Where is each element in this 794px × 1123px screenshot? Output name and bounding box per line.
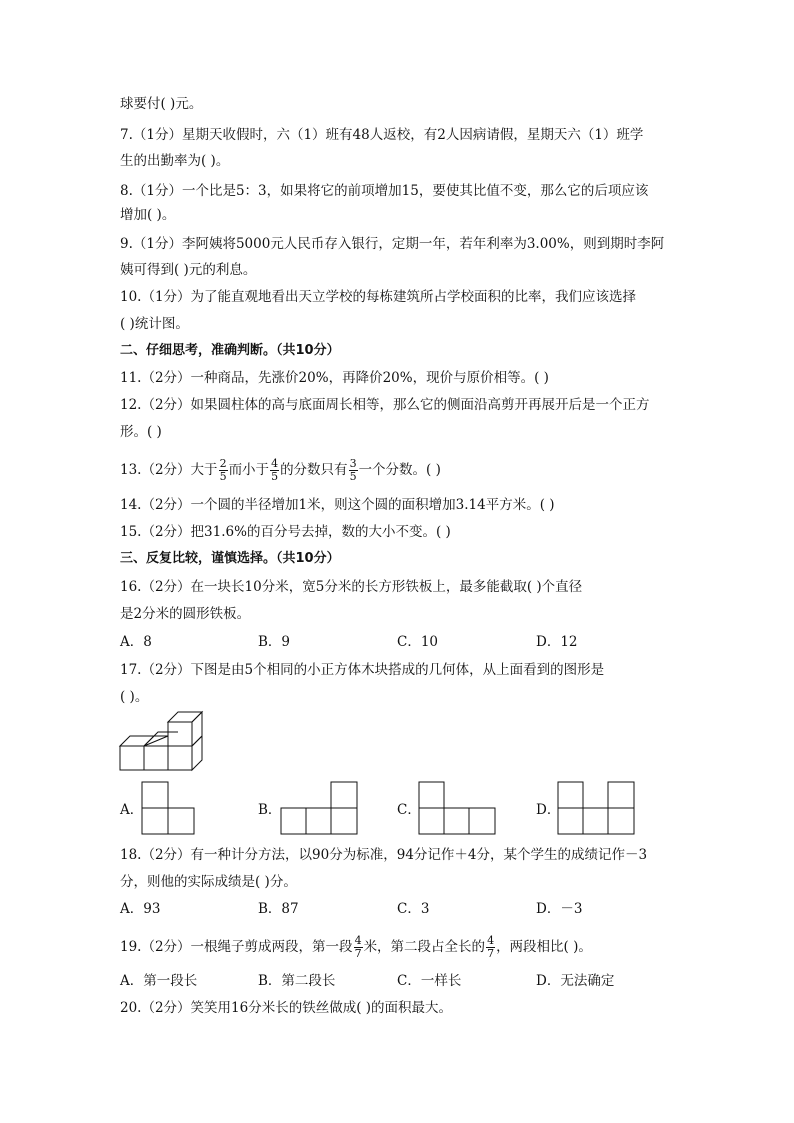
question-18-line-1: 18.（2分）有一种计分方法，以90分为标准，94分记作＋4分，某个学生的成绩记作－3	[120, 847, 648, 863]
question-10-line-2: ( )统计图。	[120, 316, 189, 332]
question-16-line-2: 是2分米的圆形铁板。	[120, 606, 251, 622]
q17-option-b[interactable]: B．	[258, 802, 282, 818]
fraction-2-5: $\frac{2}{5}$	[219, 457, 227, 483]
q13-prefix: 13.（2分）大于	[120, 462, 218, 478]
q17-option-c-figure	[418, 781, 496, 835]
q17-option-b-figure	[280, 781, 358, 835]
question-8-line-2: 增加( )。	[120, 207, 176, 223]
question-14: 14.（2分）一个圆的半径增加1米，则这个圆的面积增加3.14平方米。( )	[120, 497, 555, 513]
question-15: 15.（2分）把31.6%的百分号去掉，数的大小不变。( )	[120, 524, 451, 540]
q13-middle: 而小于	[228, 462, 270, 478]
q16-option-b[interactable]: B．9	[258, 634, 291, 650]
q18-option-b[interactable]: B．87	[258, 901, 299, 917]
question-10-line-1: 10.（1分）为了能直观地看出天立学校的每栋建筑所占学校面积的比率，我们应该选择	[120, 289, 637, 305]
q19-prefix: 19.（2分）一根绳子剪成两段，第一段	[120, 939, 353, 955]
question-17-line-1: 17.（2分）下图是由5个相同的小正方体木块搭成的几何体，从上面看到的图形是	[120, 662, 605, 678]
question-9-line-1: 9.（1分）李阿姨将5000元人民币存入银行，定期一年，若年利率为3.00%，则到期时李阿	[120, 236, 665, 252]
q17-option-d[interactable]: D．	[536, 802, 561, 818]
fraction-4-5: $\frac{4}{5}$	[271, 457, 279, 483]
q16-option-a[interactable]: A．8	[120, 634, 152, 650]
question-11: 11.（2分）一种商品，先涨价20%，再降价20%，现价与原价相等。( )	[120, 370, 549, 386]
section-2-heading: 二、仔细思考，准确判断。（共10分）	[120, 343, 340, 358]
q19-suffix: ，两段相比( )。	[496, 939, 592, 955]
question-8-line-1: 8.（1分）一个比是5：3，如果将它的前项增加15，要使其比值不变，那么它的后项应该	[120, 183, 649, 199]
q17-option-d-figure	[557, 781, 635, 835]
question-17-line-2: ( )。	[120, 689, 149, 705]
question-7-line-2: 生的出勤率为( )。	[120, 153, 230, 169]
q19-option-d[interactable]: D．无法确定	[536, 973, 615, 989]
question-13	[120, 458, 441, 483]
q17-option-a[interactable]: A．	[120, 802, 144, 818]
question-9-line-2: 姨可得到( )元的利息。	[120, 262, 257, 278]
fraction-4-7-a: $\frac{4}{7}$	[354, 934, 362, 960]
q18-option-d[interactable]: D．－3	[536, 901, 583, 917]
q16-option-c[interactable]: C．10	[397, 634, 439, 650]
q16-option-d[interactable]: D．12	[536, 634, 578, 650]
question-12-line-2: 形。( )	[120, 424, 162, 440]
q13-suffix: 一个分数。( )	[358, 462, 441, 478]
q18-option-a[interactable]: A．93	[120, 901, 161, 917]
question-12-line-1: 12.（2分）如果圆柱体的高与底面周长相等，那么它的侧面沿高剪开再展开后是一个正方	[120, 397, 650, 413]
q19-option-b[interactable]: B．第二段长	[258, 973, 336, 989]
fraction-3-5: $\frac{3}{5}$	[349, 457, 357, 483]
q18-option-c[interactable]: C．3	[397, 901, 430, 917]
question-19	[120, 935, 592, 960]
section-3-heading: 三、反复比较，谨慎选择。（共10分）	[120, 551, 340, 566]
q19-option-a[interactable]: A．第一段长	[120, 973, 198, 989]
q17-option-a-figure	[141, 781, 195, 835]
question-18-line-2: 分，则他的实际成绩是( )分。	[120, 874, 297, 890]
q19-middle: 米，第二段占全长的	[363, 939, 486, 955]
question-20: 20.（2分）笑笑用16分米长的铁丝做成( )的面积最大。	[120, 1000, 453, 1016]
q17-option-c[interactable]: C．	[397, 802, 421, 818]
q19-option-c[interactable]: C．一样长	[397, 973, 462, 989]
q13-middle-2: 的分数只有	[280, 462, 348, 478]
stacked-cubes-figure	[118, 712, 202, 772]
q6-continuation: 球要付( )元。	[120, 96, 203, 112]
question-7-line-1: 7.（1分）星期天收假时，六（1）班有48人返校，有2人因病请假，星期天六（1）班学	[120, 127, 644, 143]
question-16-line-1: 16.（2分）在一块长10分米，宽5分米的长方形铁板上，最多能截取( )个直径	[120, 579, 583, 595]
fraction-4-7-b: $\frac{4}{7}$	[487, 934, 495, 960]
